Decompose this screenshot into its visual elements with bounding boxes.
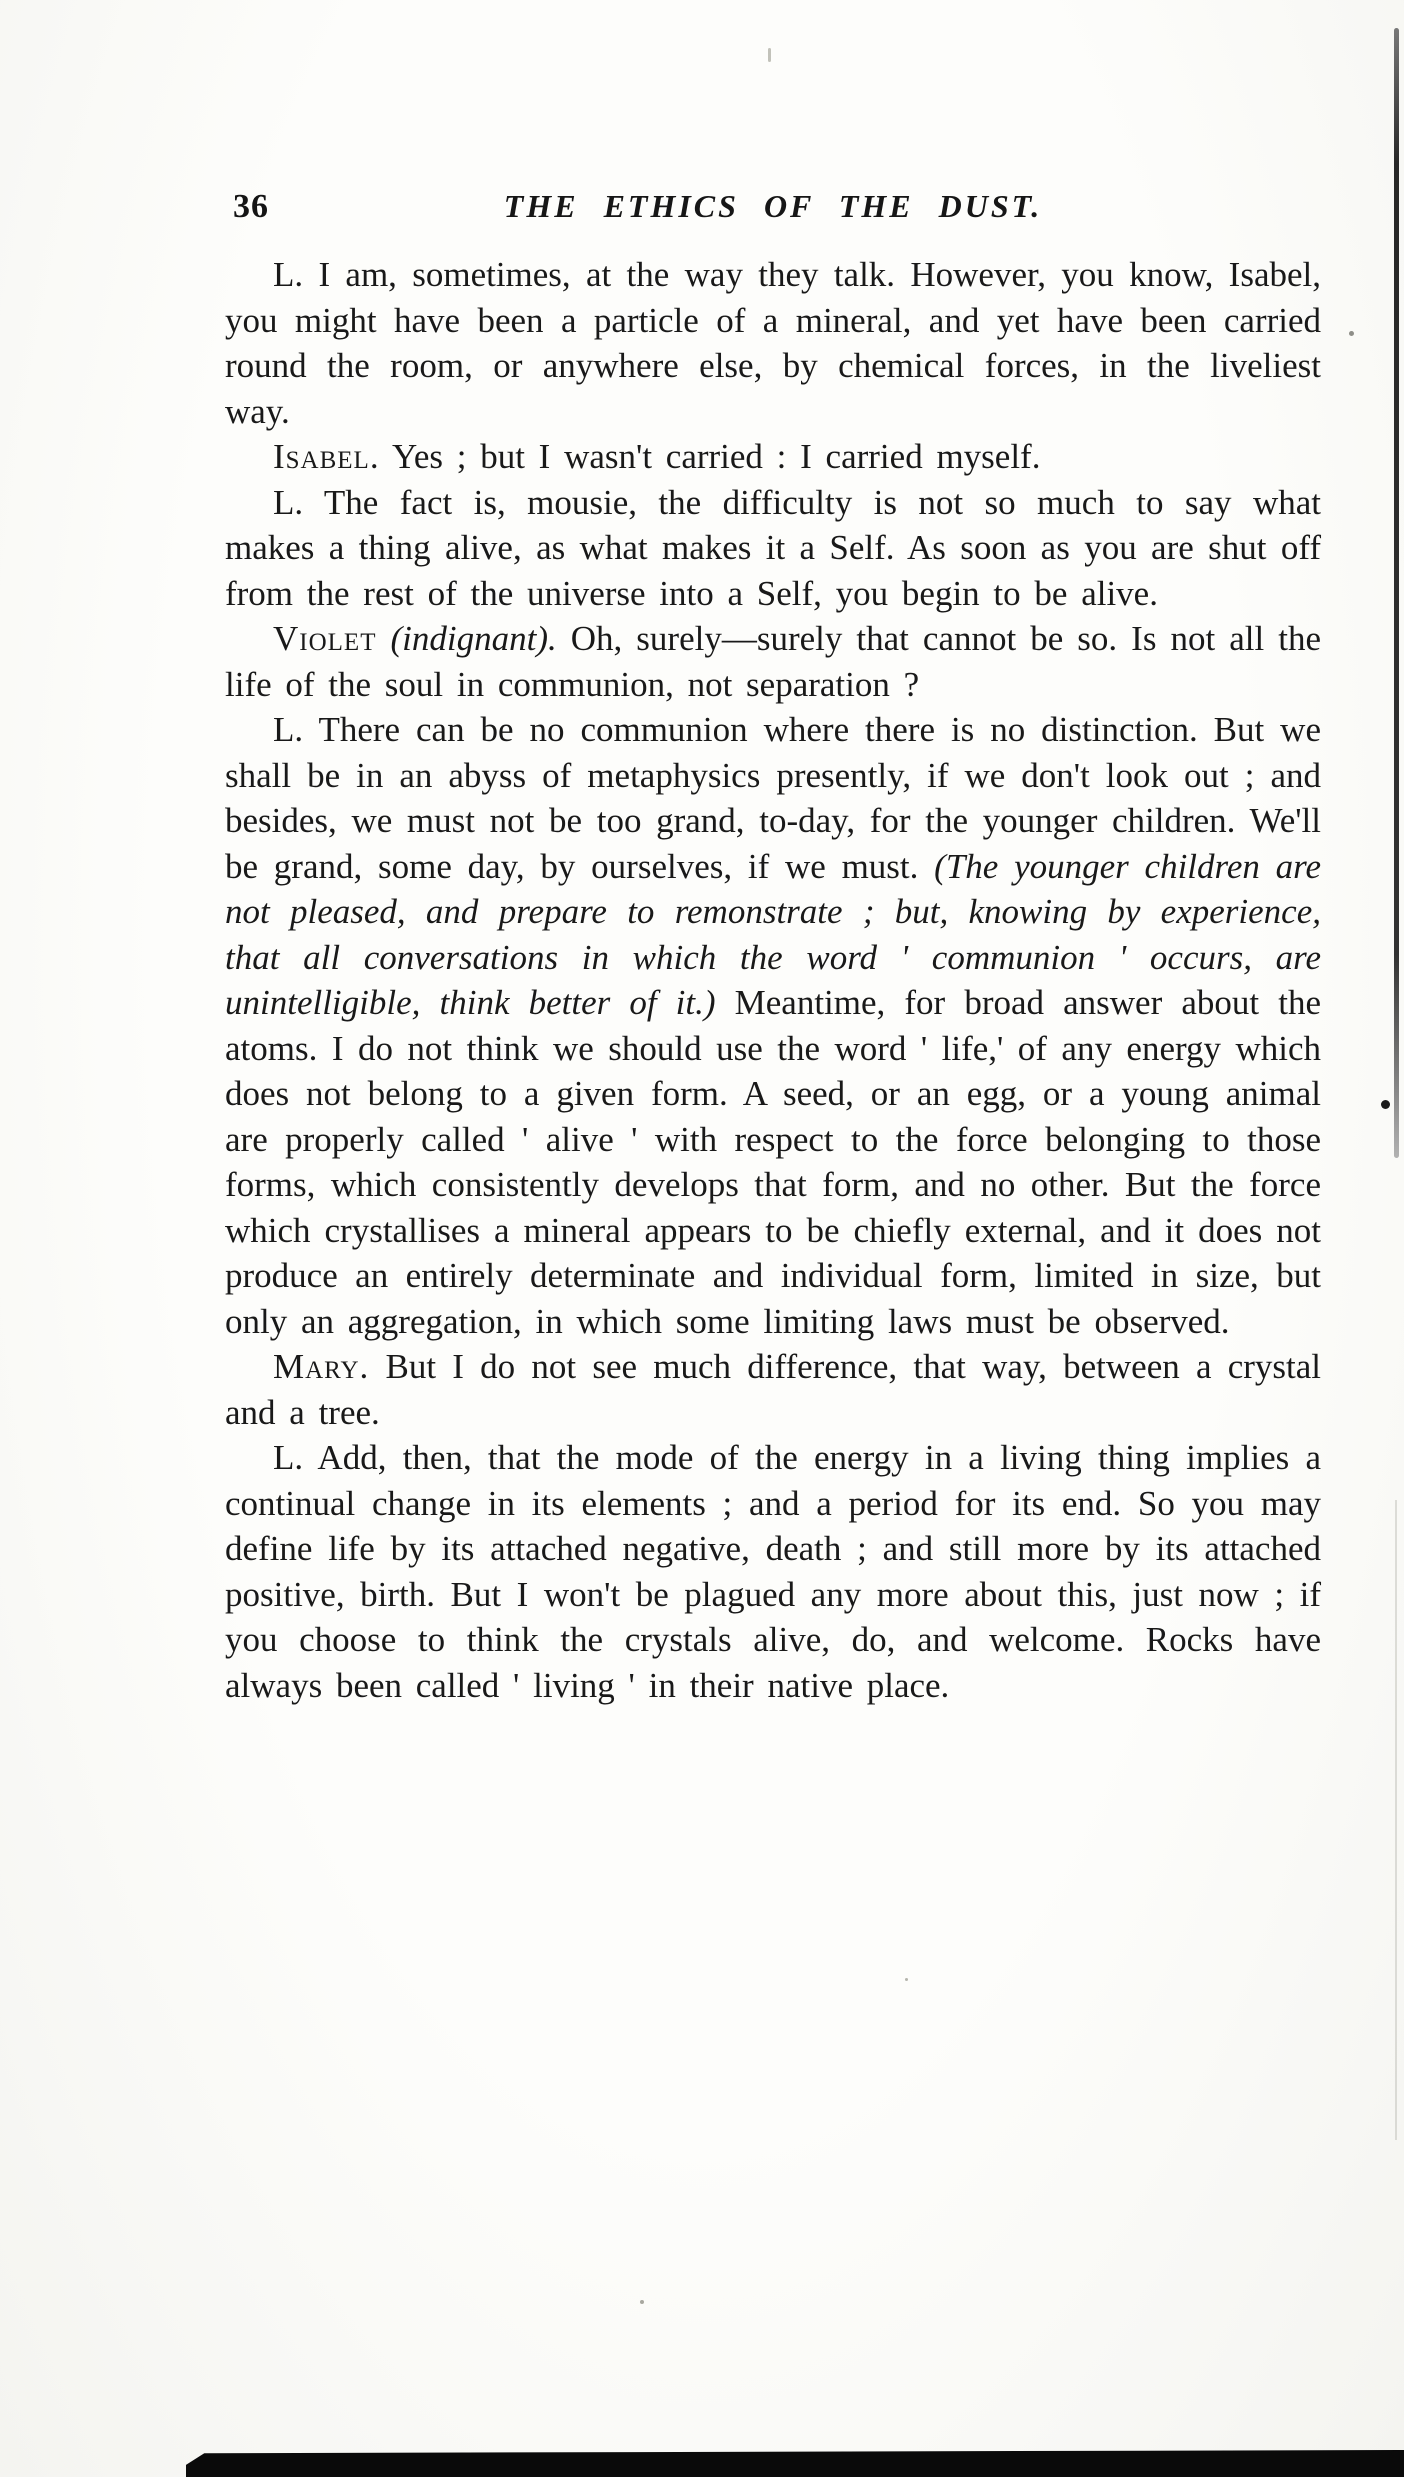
text-segment: Yes ; but I wasn't carried : I carried myself. xyxy=(379,437,1041,476)
text-segment: But I do not see much difference, that way, between a crystal and a tree. xyxy=(225,1347,1321,1432)
paragraph xyxy=(225,707,1321,1344)
paragraph xyxy=(225,480,1321,617)
text-segment: L. Add, then, that the mode of the energy in a living thing implies a continual change in its elements ; and a period for its end. So you may define life by its attached negative, death ; and still more by its attached positive, birth. But I won't be plagued any more about this, just now ; if you choose to think the crystals alive, do, and welcome. Rocks have always been called ' living ' in their native place. xyxy=(225,1438,1321,1705)
text-block xyxy=(225,252,1321,1708)
text-segment: L. I am, sometimes, at the way they talk. However, you know, Isabel, you might have been a particle of a mineral, and yet have been carried round the room, or anywhere else, by chemical forces, in the liveliest way. xyxy=(225,255,1321,431)
text-segment: L. The fact is, mousie, the difficulty is not so much to say what makes a thing alive, as what makes it a Self. As soon as you are shut off from the rest of the universe into a Self, you begin to be alive. xyxy=(225,482,1321,613)
text-segment: Mary. xyxy=(273,1347,370,1386)
ink-speck xyxy=(905,1978,908,1981)
text-segment: Oh, surely—surely that cannot be so. Is not all the life of the soul in communion, not separation ? xyxy=(225,619,1321,704)
scan-bottom-bar-artifact xyxy=(186,2450,1404,2477)
ink-speck xyxy=(640,2300,644,2304)
text-segment: Violet xyxy=(273,619,377,658)
scan-edge-artifact-faint xyxy=(1395,1500,1397,2140)
page-header xyxy=(225,188,1321,236)
text-segment: Meantime, for broad answer about the atoms. I do not think we should use the word ' life,' of any energy which does not belong to a given form. A seed, or an egg, or a young animal are properly called ' alive ' with respect to the force belonging to those forms, which consistently develops that form, and no other. But the force which crystallises a mineral appears to be chiefly external, and it does not produce an entirely determinate and individual form, limited in size, but only an aggregation, in which some limiting laws must be observed. xyxy=(225,983,1321,1341)
running-title: THE ETHICS OF THE DUST. xyxy=(503,188,1043,224)
scan-scratch xyxy=(768,48,771,62)
paragraph xyxy=(225,252,1321,434)
scan-edge-artifact xyxy=(1394,28,1399,1158)
ink-speck xyxy=(1381,1100,1390,1109)
text-segment: (indignant). xyxy=(376,619,557,658)
paragraph xyxy=(225,434,1321,480)
paragraph xyxy=(225,1344,1321,1435)
ink-speck xyxy=(1349,331,1354,336)
text-segment: L. There can be no communion where there is no distinction. But we shall be in an abyss of metaphysics presently, if we don't look out ; and besides, we must not be too grand, to-day, for the younger children. We'll be grand, some day, by ourselves, if we must. xyxy=(225,710,1321,886)
paragraph xyxy=(225,1435,1321,1708)
text-segment: Isabel. xyxy=(273,437,380,476)
text-segment: (The younger children are not pleased, and prepare to remonstrate ; but, knowing by experience, that all conversations in which the word ' communion ' occurs, are unintelligible, think better of it.) xyxy=(225,846,1321,1022)
page-number: 36 xyxy=(233,188,269,225)
paragraph xyxy=(225,616,1321,707)
